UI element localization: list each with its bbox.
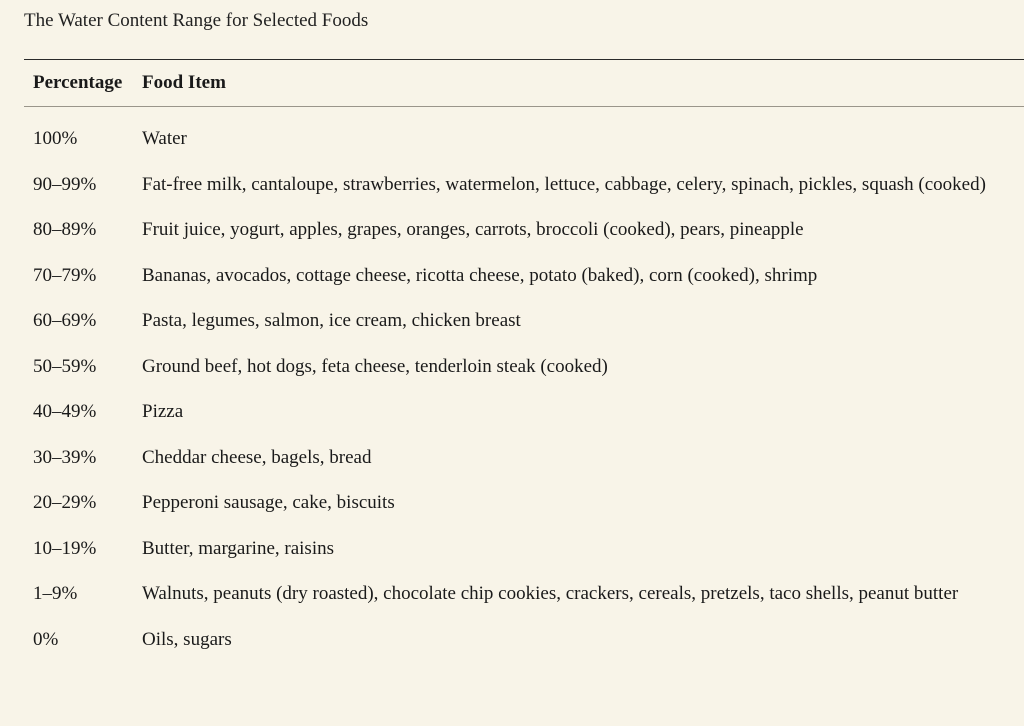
cell-percentage: 80–89% [33, 219, 97, 240]
cell-food-item: Butter, margarine, raisins [142, 537, 335, 559]
table-row [24, 117, 1024, 163]
table-row [24, 345, 1024, 391]
table-row [24, 436, 1024, 482]
header-percentage: Percentage [33, 72, 123, 93]
cell-percentage: 20–29% [33, 492, 97, 513]
cell-percentage: 100% [33, 128, 78, 149]
cell-food-item: Pizza [142, 401, 184, 422]
table-body [24, 107, 1024, 663]
cell-percentage: 0% [33, 628, 59, 650]
table-row [24, 481, 1024, 527]
table-row [24, 254, 1024, 300]
cell-food-item: Pasta, legumes, salmon, ice cream, chicken breast [142, 310, 521, 331]
cell-food-item: Ground beef, hot dogs, feta cheese, tenderloin steak (cooked) [142, 355, 608, 377]
cell-food-item: Walnuts, peanuts (dry roasted), chocolate chip cookies, crackers, cereals, pretzels, taco shells, peanut butter [142, 583, 959, 604]
water-content-table [0, 59, 1024, 663]
table-row [24, 390, 1024, 436]
cell-food-item: Fruit juice, yogurt, apples, grapes, oranges, carrots, broccoli (cooked), pears, pineapple [142, 219, 804, 240]
cell-percentage: 40–49% [33, 401, 97, 422]
table-row [24, 572, 1024, 618]
cell-food-item: Bananas, avocados, cottage cheese, ricotta cheese, potato (baked), corn (cooked), shrimp [142, 264, 818, 286]
cell-percentage: 50–59% [33, 355, 97, 377]
cell-percentage: 90–99% [33, 173, 97, 195]
table-header-row [24, 60, 1024, 107]
table-row [24, 618, 1024, 664]
cell-percentage: 60–69% [33, 310, 97, 331]
header-food-item: Food Item [142, 72, 226, 93]
table-row [24, 299, 1024, 345]
cell-percentage: 10–19% [33, 537, 97, 559]
table-row [24, 527, 1024, 573]
cell-food-item: Water [142, 128, 187, 149]
table-row [24, 208, 1024, 254]
cell-food-item: Pepperoni sausage, cake, biscuits [142, 492, 395, 513]
table-caption: The Water Content Range for Selected Foods [24, 10, 369, 31]
cell-percentage: 30–39% [33, 446, 97, 468]
cell-food-item: Fat-free milk, cantaloupe, strawberries, watermelon, lettuce, cabbage, celery, spinach, pickles, squash (cooked) [142, 173, 986, 195]
cell-food-item: Cheddar cheese, bagels, bread [142, 446, 372, 468]
cell-percentage: 70–79% [33, 264, 97, 286]
cell-percentage: 1–9% [33, 583, 78, 604]
cell-food-item: Oils, sugars [142, 628, 232, 650]
table-row [24, 163, 1024, 209]
